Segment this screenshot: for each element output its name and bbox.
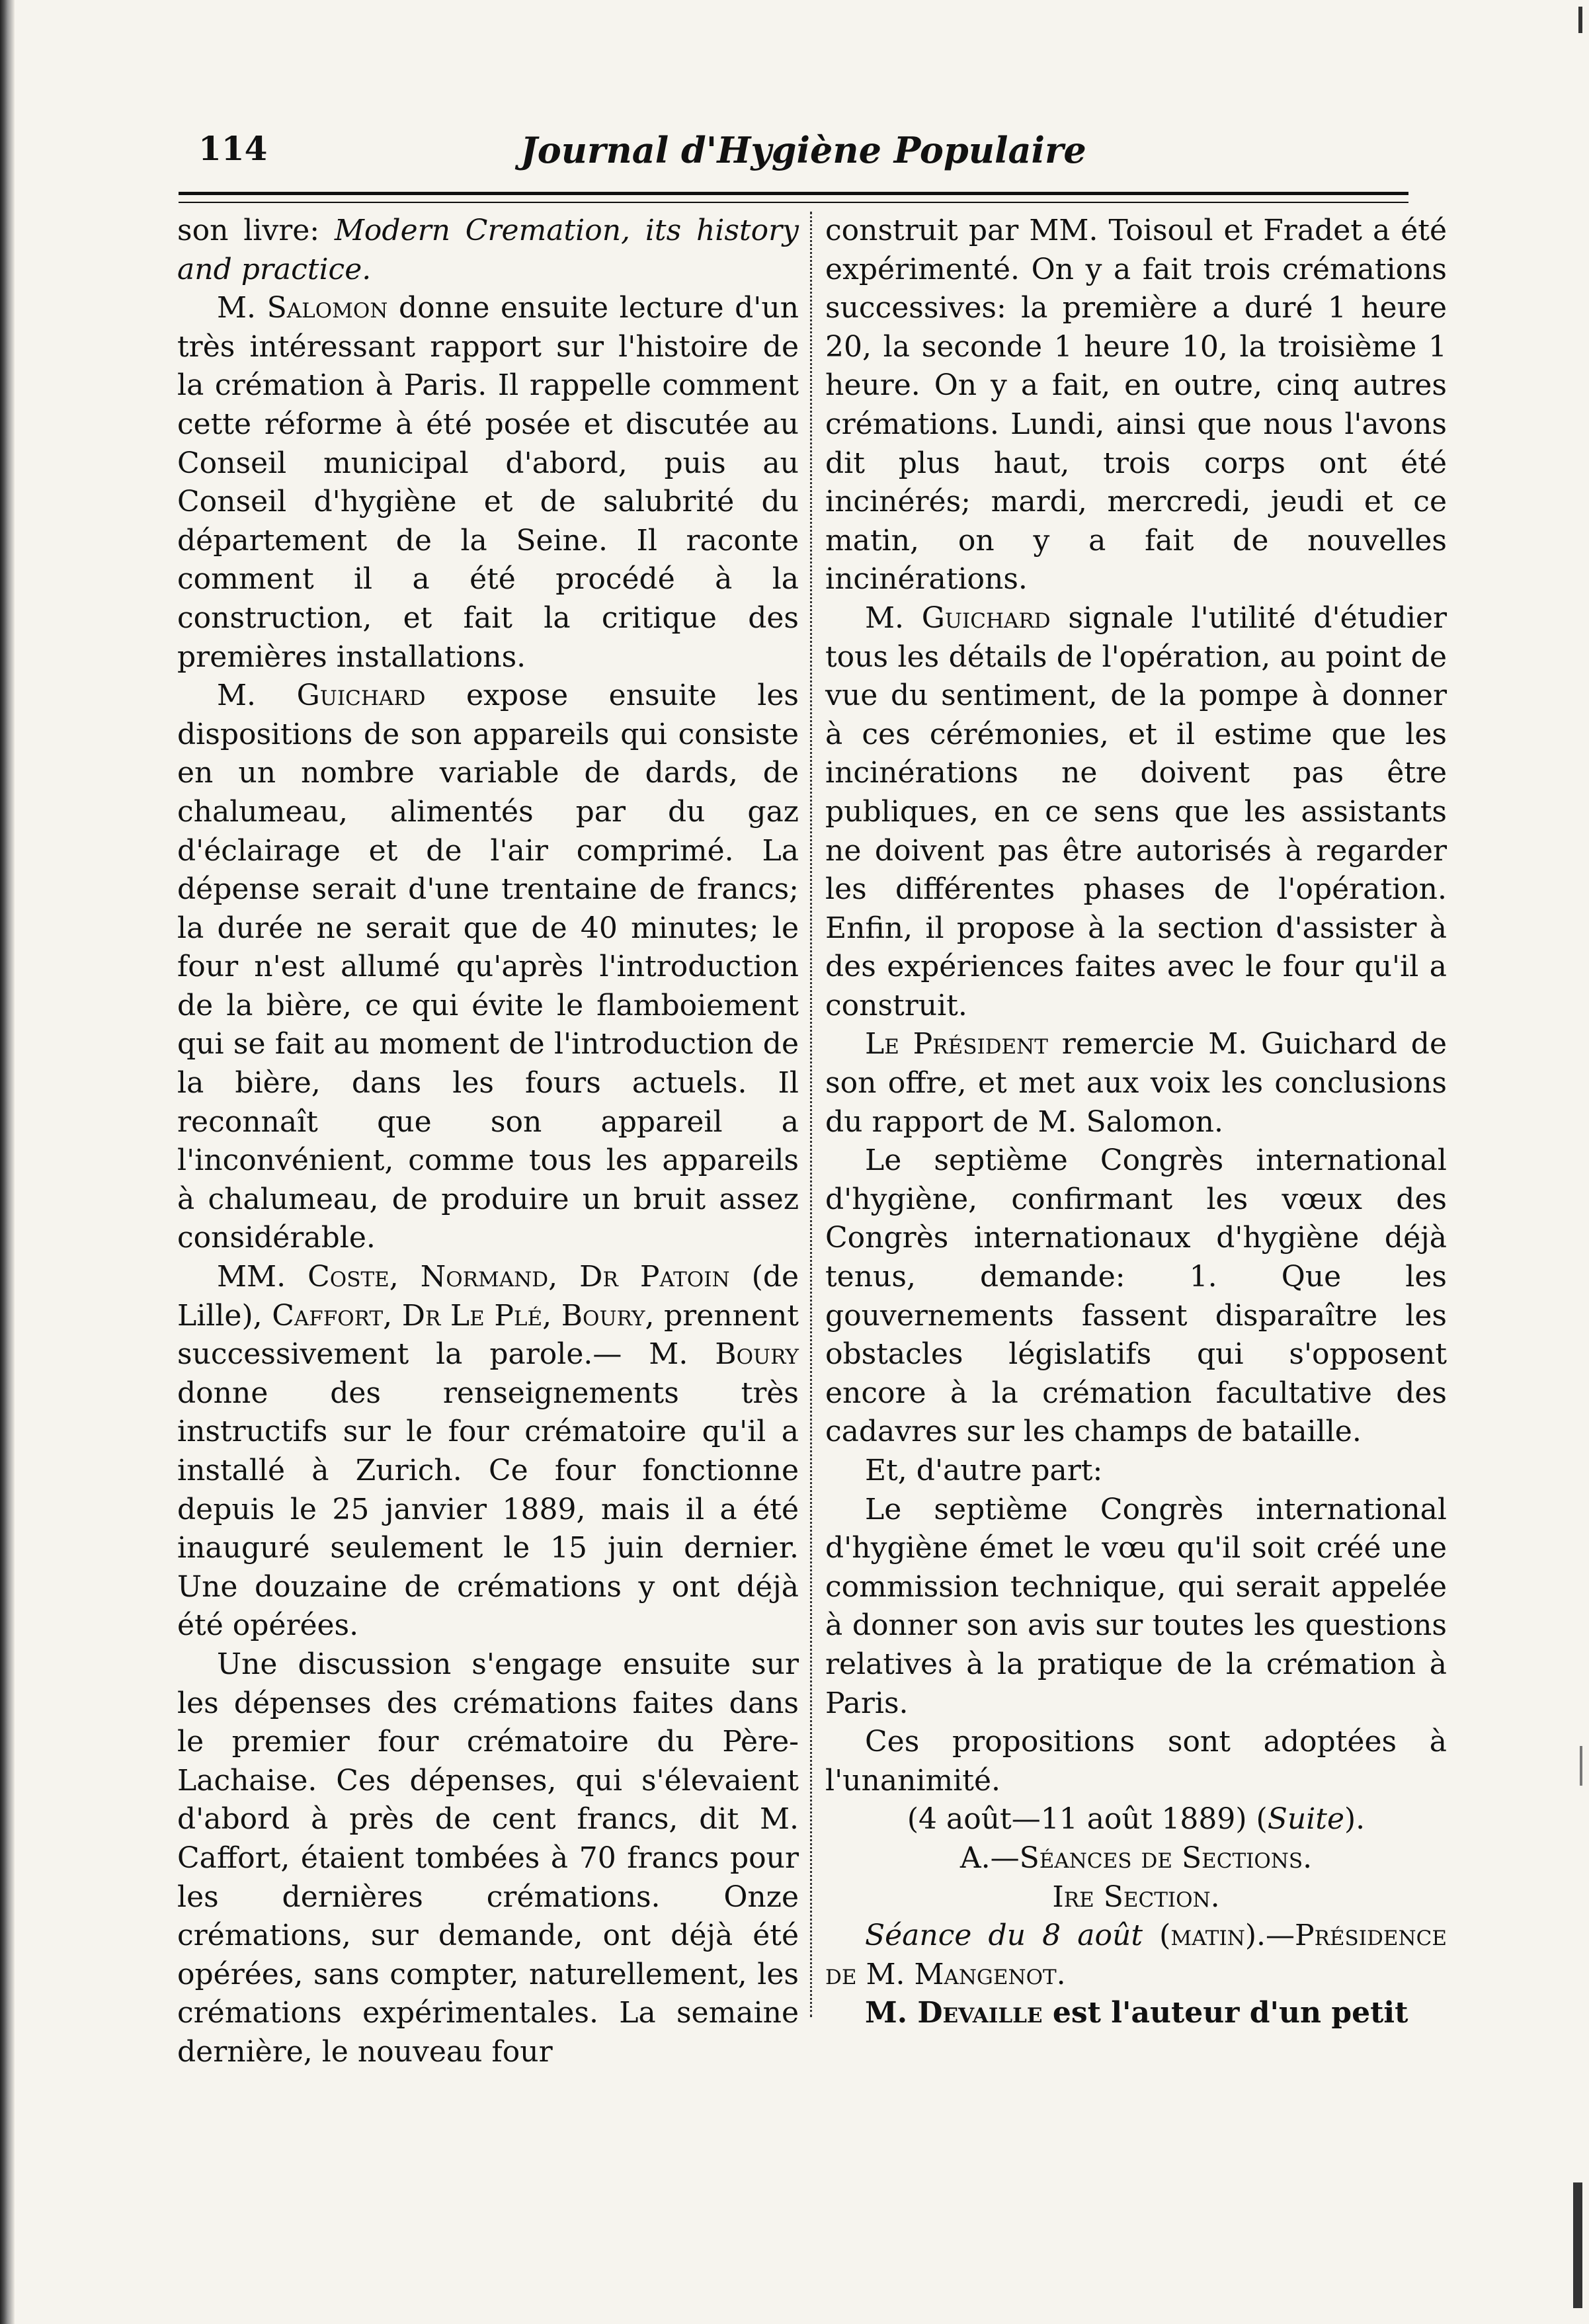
scan-mark-mid [1580, 1746, 1582, 1786]
speaker-name: Boury [715, 1337, 799, 1372]
book-title: Modern Cremation, its history and practice. [177, 214, 799, 286]
paragraph: M. Guichard signale l'utilité d'étudier tous les détails de l'opération, au point de vue du sentiment, de la pompe à donner à ces cérémonies, et il estime que les incinérations ne doivent pas être publiques, en ce sens que les assistants ne doivent pas être autorisés à regarder les différentes phases de l'opération. Enfin, il propose à la section d'assister à des expériences faites avec le four qu'il a construit. [825, 601, 1447, 1022]
right-column [825, 212, 1447, 2030]
left-column [177, 212, 799, 2069]
paragraph: M. Devaille est l'auteur d'un petit [865, 1996, 1408, 2030]
paragraph: M. Guichard expose ensuite les dispositions de son appareils qui consiste en un nombre variable de dards, de chalumeau, alimentés par du gaz d'éclairage et de l'air comprimé. La dépense serait d'une trentaine de francs; la durée ne serait que de 40 minutes; le four n'est allumé qu'après l'introduction de la bière, ce qui évite le flamboiement qui se fait au moment de l'introduction de la bière, dans les fours actuels. Il reconnaît que son appareil a l'inconvénient, comme tous les appareils à chalumeau, de produire un bruit assez considérable. [177, 679, 799, 1255]
paragraph: Le septième Congrès international d'hygiène, confirmant les vœux des Congrès internationaux d'hygiène déjà tenus, demande: 1. Que les gouvernements fassent disparaître les obstacles législatifs qui s'opposent encore à la crémation facultative des cadavres sur les champs de bataille. [825, 1143, 1447, 1449]
page-header [198, 129, 1408, 182]
header-rule [179, 192, 1408, 203]
paragraph: Une discussion s'engage ensuite sur les dépenses des crémations faites dans le premier four crématoire du Père-Lachaise. Ces dépenses, qui s'élevaient d'abord à près de cent francs, dit M. Caffort, étaient tombées à 70 francs pour les dernières crémations. Onze crémations, sur demande, ont déjà été opérées, sans compter, naturellement, les crémations expérimentales. La semaine dernière, le nouveau four [177, 1647, 799, 2069]
speaker-name: Le Président [865, 1027, 1048, 1061]
speaker-name: Salomon [266, 291, 388, 325]
scan-left-edge [0, 0, 15, 2324]
scan-mark-bottom [1573, 2182, 1582, 2308]
date-range: (4 août—11 août 1889) (Suite). [907, 1802, 1365, 1837]
section-subheading: Ire Section. [1052, 1880, 1220, 1914]
paragraph: Le septième Congrès international d'hygiène émet le vœu qu'il soit créé une commission technique, qui serait appelée à donner son avis sur toutes les questions relatives à la pratique de la crémation à Paris. [825, 1492, 1447, 1720]
speaker-name: Guichard [296, 679, 426, 713]
column-divider [810, 212, 812, 2017]
paragraph: M. Salomon donne ensuite lecture d'un très intéressant rapport sur l'histoire de la crémation à Paris. Il rappelle comment cette réforme à été posée et discutée au Conseil municipal d'abord, puis au Conseil d'hygiène et de salubrité du département de la Seine. Il raconte comment il a été procédé à la construction, et fait la critique des premières installations. [177, 291, 799, 674]
speaker-name: Devaille [917, 1996, 1043, 2030]
paragraph: Le Président remercie M. Guichard de son offre, et met aux voix les conclusions du rapport de M. Salomon. [825, 1027, 1447, 1139]
page-number: 114 [198, 129, 268, 168]
section-heading: A.—Séances de Sections. [959, 1841, 1313, 1875]
paragraph: Ces propositions sont adoptées à l'unanimité. [825, 1725, 1447, 1798]
speaker-name: Caffort, Dr Le Plé, Boury, [272, 1298, 655, 1333]
paragraph: Et, d'autre part: [865, 1454, 1103, 1487]
paragraph: son livre: Modern Cremation, its history and practice. [177, 214, 799, 286]
session-heading: Séance du 8 août (matin).—Présidence de M. Mangenot. [825, 1919, 1447, 1991]
speaker-name: Coste, Normand, Dr Patoin [307, 1260, 730, 1294]
paragraph: construit par MM. Toisoul et Fradet a été expérimenté. On y a fait trois crémations successives: la première a duré 1 heure 20, la seconde 1 heure 10, la troisième 1 heure. On y a fait, en outre, cinq autres crémations. Lundi, ainsi que nous l'avons dit plus haut, trois corps ont été incinérés; mardi, mercredi, jeudi et ce matin, on y a fait de nouvelles incinérations. [825, 214, 1447, 597]
running-title: Journal d'Hygiène Populaire [520, 129, 1086, 171]
scan-mark-top [1578, 7, 1582, 33]
paragraph: MM. Coste, Normand, Dr Patoin (de Lille), Caffort, Dr Le Plé, Boury, prennent successivement la parole.— M. Boury donne des renseignements très instructifs sur le four crématoire qu'il a installé à Zurich. Ce four fonctionne depuis le 25 janvier 1889, mais il a été inauguré seulement le 15 juin dernier. Une douzaine de crémations y ont déjà été opérées. [177, 1260, 799, 1643]
speaker-name: Guichard [921, 601, 1051, 635]
